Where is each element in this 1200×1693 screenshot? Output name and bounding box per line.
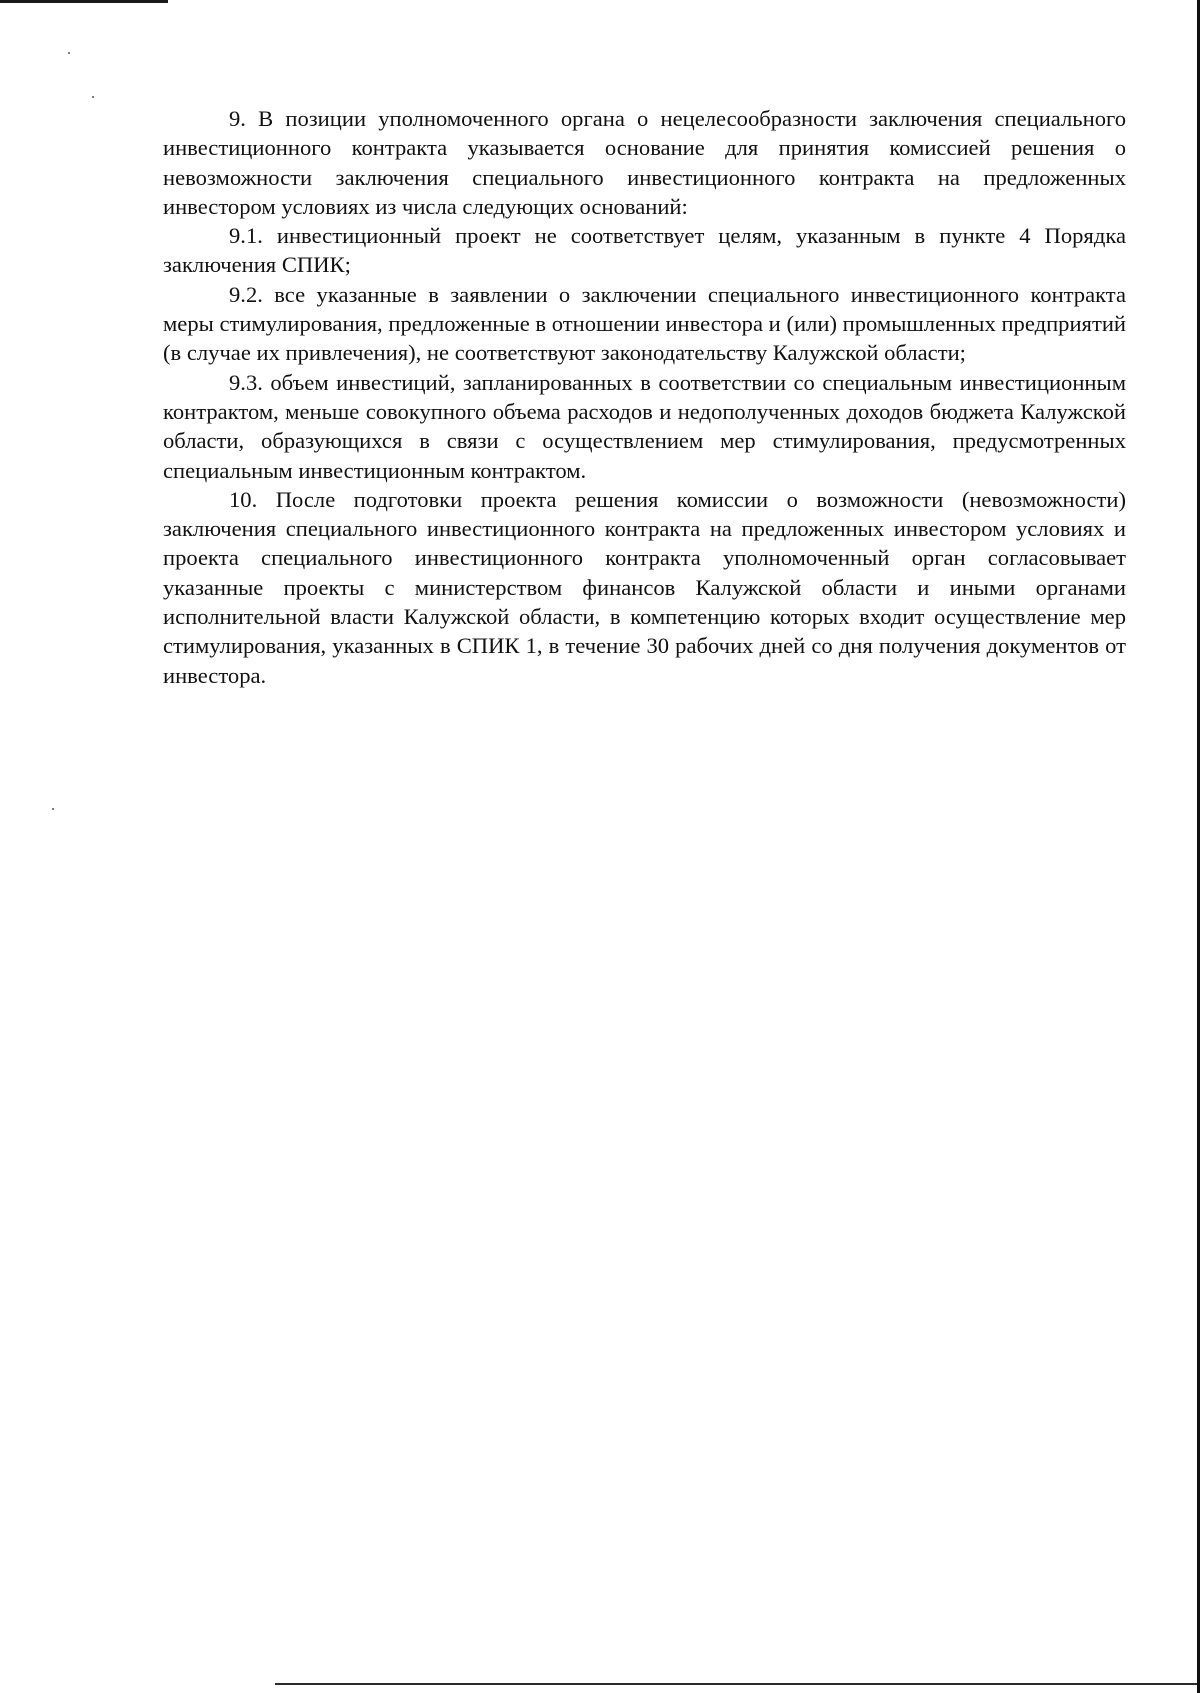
- paragraph-9: 9. В позиции уполномоченного органа о нецелесообразности заключения специального инвестиционного контракта указывается основание для принятия комиссией решения о невозможности заключения специального инвестиционного контракта на предложенных инвестором условиях из числа следующих оснований:: [163, 106, 1126, 219]
- scan-speck: [92, 96, 94, 98]
- paragraph-10: 10. После подготовки проекта решения комиссии о возможности (невозможности) заключения специального инвестиционного контракта на предложенных инвестором условиях и проекта специального инвестиционного контракта уполномоченный орган согласовывает указанные проекты с министерством финансов Калужской области и иными органами исполнительной власти Калужской области, в компетенцию которых входит осуществление мер стимулирования, указанных в СПИК 1, в течение 30 рабочих дней со дня получения документов от инвестора.: [163, 486, 1126, 688]
- paragraph-9-2: 9.2. все указанные в заявлении о заключении специального инвестиционного контракта меры стимулирования, предложенные в отношении инвестора и (или) промышленных предприятий (в случае их привлечения), не соответствуют законодательству Калужской области;: [163, 281, 1126, 366]
- document-body: [163, 104, 1126, 690]
- scan-speck: [68, 52, 70, 54]
- scan-border-bottom: [275, 1683, 1197, 1685]
- paragraph-9-1: 9.1. инвестиционный проект не соответствует целям, указанным в пункте 4 Порядка заключения СПИК;: [163, 223, 1126, 278]
- paragraph-9-3: 9.3. объем инвестиций, запланированных в соответствии со специальным инвестиционным контрактом, меньше совокупного объема расходов и недополученных доходов бюджета Калужской области, образующихся в связи с осуществлением мер стимулирования, предусмотренных специальным инвестиционным контрактом.: [163, 369, 1126, 483]
- scan-border-top: [0, 0, 168, 3]
- scan-speck: [52, 808, 54, 810]
